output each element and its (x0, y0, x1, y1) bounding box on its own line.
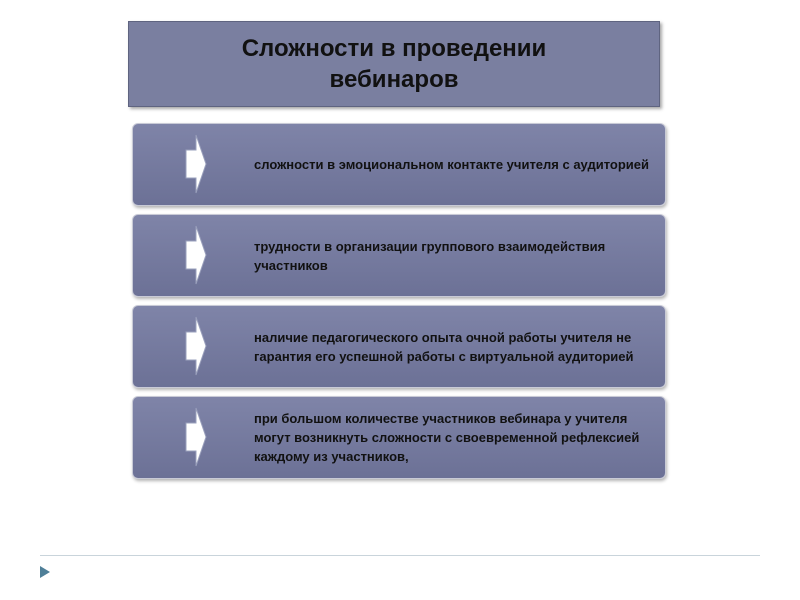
list-item (132, 123, 666, 206)
list-item (132, 214, 666, 297)
title-box (128, 21, 660, 107)
triangle-right-icon (40, 566, 50, 578)
list-item-text: при большом количестве участников вебинара у учителя могут возникнуть сложности с своевременной рефлексией каждому из участников, (254, 411, 640, 464)
slide-title: Сложности в проведении вебинаров (241, 35, 547, 93)
list-item-text: сложности в эмоциональном контакте учителя с аудиторией (254, 157, 650, 172)
list-item (132, 396, 666, 479)
chevron-arrow-icon (185, 133, 207, 195)
chevron-arrow-icon (185, 315, 207, 377)
chevron-arrow-icon (185, 406, 207, 468)
list-item-text: наличие педагогического опыта очной работы учителя не гарантия его успешной работы с виртуальной аудиторией (254, 329, 634, 364)
footer-divider (40, 555, 760, 556)
list-item (132, 305, 666, 388)
list-item-text: трудности в организации группового взаимодействия участников (254, 238, 606, 273)
chevron-arrow-icon (185, 224, 207, 286)
